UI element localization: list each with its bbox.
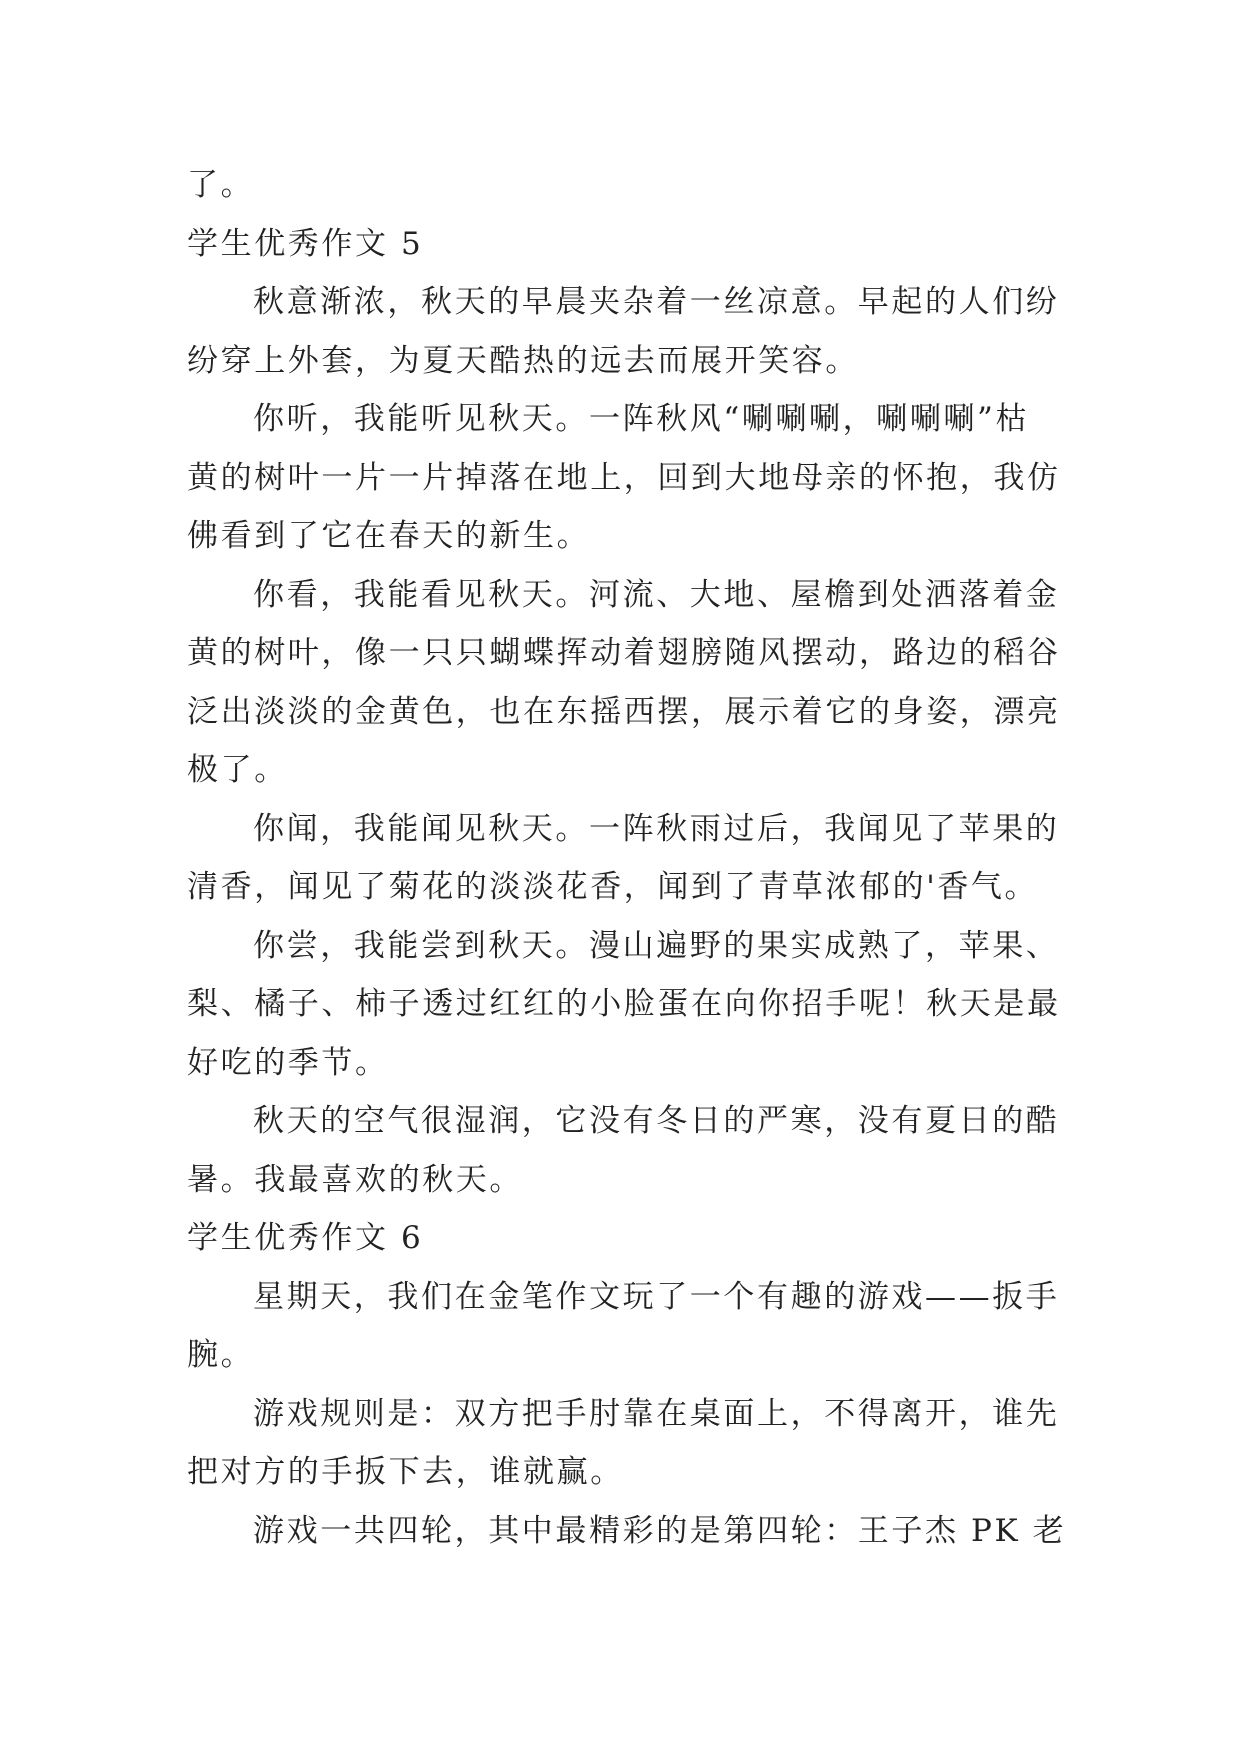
text-line: 了。 [187, 167, 255, 203]
text-line: 暑。我最喜欢的秋天。 [187, 1161, 523, 1198]
text-line: 佛看到了它在春天的新生。 [187, 518, 591, 554]
text-line: 游戏一共四轮，其中最精彩的是第四轮：王子杰 PK 老 [253, 1512, 1067, 1549]
section-heading-6: 学生优秀作文 6 [187, 1220, 424, 1256]
text-line: 好吃的季节。 [187, 1044, 389, 1081]
text-line: 纷穿上外套，为夏天酷热的远去而展开笑容。 [187, 342, 859, 379]
text-line: 你尝，我能尝到秋天。漫山遍野的果实成熟了，苹果、 [253, 927, 1060, 964]
text-line: 秋意渐浓，秋天的早晨夹杂着一丝凉意。早起的人们纷 [253, 284, 1060, 320]
text-line: 腕。 [187, 1337, 255, 1373]
text-line: 黄的树叶，像一只只蝴蝶挥动着翅膀随风摆动，路边的稻谷 [187, 635, 1061, 671]
text-line: 星期天，我们在金笔作文玩了一个有趣的游戏——扳手 [253, 1278, 1060, 1315]
text-line: 你闻，我能闻见秋天。一阵秋雨过后，我闻见了苹果的 [253, 810, 1060, 847]
text-line: 秋天的空气很湿润，它没有冬日的严寒，没有夏日的酷 [253, 1103, 1060, 1139]
text-line: 你看，我能看见秋天。河流、大地、屋檐到处洒落着金 [253, 576, 1060, 613]
text-line: 黄的树叶一片一片掉落在地上，回到大地母亲的怀抱，我仿 [187, 459, 1061, 496]
section-heading-5: 学生优秀作文 5 [187, 225, 424, 262]
text-line: 极了。 [187, 752, 288, 788]
text-line: 把对方的手扳下去，谁就赢。 [187, 1454, 624, 1490]
document-body [187, 156, 1067, 1560]
text-line: 游戏规则是：双方把手肘靠在桌面上，不得离开，谁先 [253, 1395, 1060, 1432]
text-line: 你听，我能听见秋天。一阵秋风“唰唰唰，唰唰唰”枯 [253, 401, 1030, 437]
text-line: 清香，闻见了菊花的淡淡花香，闻到了青草浓郁的'香气。 [187, 869, 1039, 905]
text-line: 泛出淡淡的金黄色，也在东摇西摆，展示着它的身姿，漂亮 [187, 693, 1061, 730]
text-line: 梨、橘子、柿子透过红红的小脸蛋在向你招手呢！秋天是最 [187, 986, 1061, 1022]
